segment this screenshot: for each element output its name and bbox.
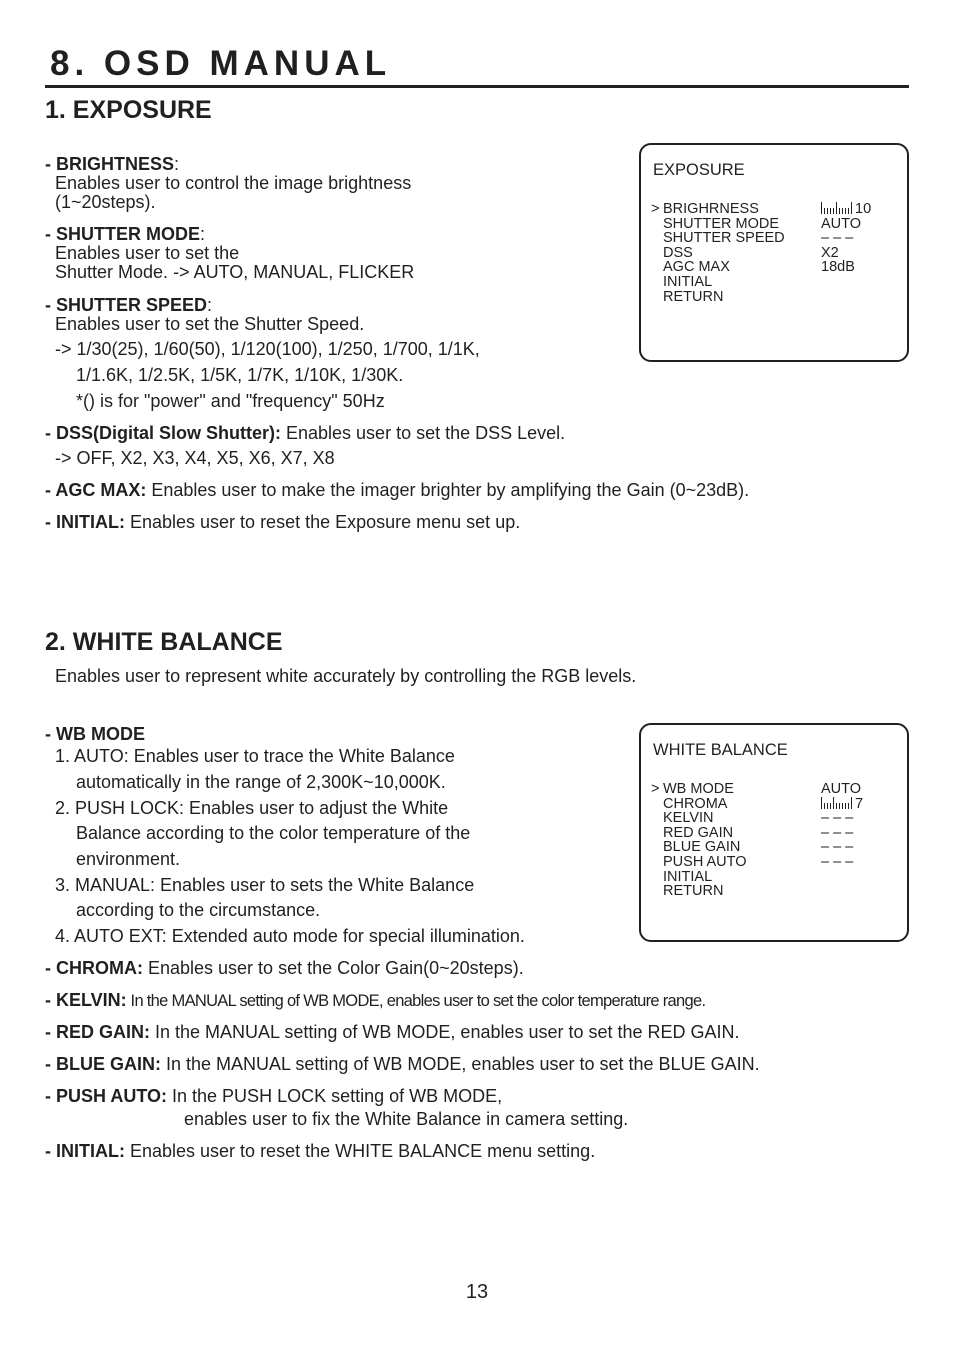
shutter-mode-label: - SHUTTER MODE — [45, 224, 200, 244]
blue-gain-text: In the MANUAL setting of WB MODE, enables user to set the BLUE GAIN. — [161, 1054, 760, 1074]
kelvin-label: - KELVIN: — [45, 990, 127, 1010]
exposure-osd-label: RETURN — [663, 288, 724, 305]
chroma-level-bar — [821, 797, 855, 809]
exposure-osd-label: SHUTTER MODE — [663, 215, 779, 232]
wb-osd-label: BLUE GAIN — [663, 839, 741, 856]
exposure-initial-line — [45, 512, 520, 532]
blue-gain-line — [45, 1054, 760, 1074]
white-balance-heading: 2. WHITE BALANCE — [45, 628, 283, 656]
white-balance-osd-panel — [639, 723, 909, 942]
exposure-osd-panel — [639, 143, 909, 362]
chroma-line — [45, 958, 524, 978]
shutter-speed-desc-3: 1/1.6K, 1/2.5K, 1/5K, 1/7K, 1/10K, 1/30K. — [76, 365, 404, 385]
exposure-osd-cursor: > — [651, 201, 660, 217]
wb-mode-item-3a: 3. MANUAL: Enables user to sets the White Balance — [55, 875, 475, 895]
wb-osd-value: 7 — [855, 795, 864, 812]
level-tick — [827, 803, 828, 809]
level-tick — [851, 202, 852, 214]
page-number: 13 — [465, 1281, 489, 1303]
red-gain-label: - RED GAIN: — [45, 1022, 150, 1042]
wb-osd-cursor: > — [651, 781, 660, 797]
brightness-label: - BRIGHTNESS — [45, 154, 175, 174]
shutter-speed-desc-1: Enables user to set the Shutter Speed. — [55, 314, 365, 334]
dss-label: - DSS(Digital Slow Shutter): — [45, 423, 281, 443]
shutter-mode-desc-2: Shutter Mode. -> AUTO, MANUAL, FLICKER — [55, 262, 415, 282]
wb-mode-item-2c: environment. — [76, 849, 181, 869]
exposure-heading: 1. EXPOSURE — [45, 96, 212, 124]
white-balance-osd-title: WHITE BALANCE — [653, 741, 788, 759]
page-title: 8. OSD MANUAL — [50, 44, 392, 83]
brightness-desc-2: (1~20steps). — [55, 192, 156, 212]
wb-osd-label: RED GAIN — [663, 824, 734, 841]
agc-max-text: Enables user to make the imager brighter by amplifying the Gain (0~23dB). — [146, 480, 750, 500]
wb-osd-label: RETURN — [663, 883, 724, 900]
shutter-speed-colon: : — [207, 295, 213, 315]
level-tick — [836, 803, 837, 809]
wb-mode-item-1a: 1. AUTO: Enables user to trace the White Balance — [55, 746, 455, 766]
wb-mode-item-3b: according to the circumstance. — [76, 900, 321, 920]
level-tick — [851, 797, 852, 809]
push-auto-label: - PUSH AUTO: — [45, 1086, 168, 1106]
level-tick — [848, 208, 849, 214]
chroma-label: - CHROMA: — [45, 958, 143, 978]
dss-text: Enables user to set the DSS Level. — [281, 423, 566, 443]
level-tick — [839, 208, 840, 214]
wb-initial-line — [45, 1141, 595, 1161]
level-tick — [842, 803, 843, 809]
level-tick — [848, 803, 849, 809]
agc-max-line — [45, 480, 749, 500]
exposure-osd-value: 10 — [855, 201, 872, 217]
wb-osd-value: – – – — [821, 839, 854, 856]
wb-osd-label: WB MODE — [663, 781, 734, 797]
wb-osd-row — [651, 884, 897, 899]
level-tick — [821, 797, 822, 809]
push-auto-desc-2: enables user to fix the White Balance in camera setting. — [184, 1109, 629, 1129]
white-balance-intro: Enables user to represent white accurately by controlling the RGB levels. — [55, 666, 637, 686]
kelvin-line — [45, 990, 705, 1011]
dss-line — [45, 423, 565, 443]
wb-mode-item-1b: automatically in the range of 2,300K~10,000K. — [76, 772, 446, 792]
brightness-desc-1: Enables user to control the image brightness — [55, 173, 412, 193]
wb-mode-item-2b: Balance according to the color temperature of the — [76, 823, 471, 843]
exposure-osd-value: X2 — [821, 244, 839, 261]
exposure-osd-label: SHUTTER SPEED — [663, 230, 785, 247]
shutter-mode-desc-1: Enables user to set the — [55, 243, 240, 263]
wb-osd-value: – – – — [821, 810, 854, 827]
wb-initial-label: - INITIAL: — [45, 1141, 125, 1161]
wb-osd-value: – – – — [821, 854, 854, 870]
brightness-term — [45, 154, 179, 174]
brightness-colon: : — [174, 154, 180, 174]
level-tick — [833, 208, 834, 214]
shutter-mode-colon: : — [200, 224, 206, 244]
wb-osd-label: KELVIN — [663, 810, 714, 827]
chroma-text: Enables user to set the Color Gain(0~20steps). — [142, 958, 524, 978]
level-tick — [839, 803, 840, 809]
exposure-osd-label: DSS — [663, 244, 693, 261]
wb-initial-text: Enables user to reset the WHITE BALANCE menu setting. — [124, 1141, 596, 1161]
wb-osd-label: CHROMA — [663, 795, 728, 812]
level-tick — [824, 803, 825, 809]
exposure-osd-row — [651, 290, 897, 305]
shutter-speed-label: - SHUTTER SPEED — [45, 295, 208, 315]
dss-options: -> OFF, X2, X3, X4, X5, X6, X7, X8 — [55, 448, 335, 468]
level-tick — [821, 202, 822, 214]
exposure-osd-value: 18dB — [821, 259, 855, 276]
level-tick — [824, 208, 825, 214]
exposure-osd-label: BRIGHRNESS — [663, 201, 759, 217]
push-auto-line — [45, 1086, 502, 1106]
shutter-mode-term — [45, 224, 205, 244]
kelvin-text: In the MANUAL setting of WB MODE, enables user to set the color temperature range. — [126, 992, 706, 1010]
level-marker — [836, 202, 837, 214]
shutter-speed-desc-4: *() is for "power" and "frequency" 50Hz — [76, 391, 385, 411]
level-tick — [830, 803, 831, 809]
exposure-initial-label: - INITIAL: — [45, 512, 125, 532]
level-marker — [833, 797, 834, 809]
title-rule — [45, 85, 909, 88]
red-gain-text: In the MANUAL setting of WB MODE, enables user to set the RED GAIN. — [150, 1022, 740, 1042]
wb-osd-value: AUTO — [821, 781, 862, 797]
wb-mode-item-2a: 2. PUSH LOCK: Enables user to adjust the White — [55, 798, 449, 818]
level-tick — [845, 208, 846, 214]
exposure-osd-value: – – – — [821, 230, 854, 247]
push-auto-text: In the PUSH LOCK setting of WB MODE, — [167, 1086, 503, 1106]
exposure-osd-label: INITIAL — [663, 274, 713, 290]
exposure-brightness-level-bar — [821, 202, 855, 214]
exposure-initial-text: Enables user to reset the Exposure menu set up. — [124, 512, 521, 532]
agc-max-label: - AGC MAX: — [45, 480, 147, 500]
level-tick — [827, 208, 828, 214]
wb-osd-value: – – – — [821, 824, 854, 841]
level-tick — [842, 208, 843, 214]
shutter-speed-desc-2: -> 1/30(25), 1/60(50), 1/120(100), 1/250, 1/700, 1/1K, — [55, 339, 480, 359]
wb-osd-label: PUSH AUTO — [663, 854, 747, 870]
exposure-osd-label: AGC MAX — [663, 259, 730, 276]
blue-gain-label: - BLUE GAIN: — [45, 1054, 161, 1074]
level-tick — [830, 208, 831, 214]
wb-mode-label: - WB MODE — [45, 724, 145, 744]
level-tick — [845, 803, 846, 809]
exposure-osd-title: EXPOSURE — [653, 161, 745, 179]
red-gain-line — [45, 1022, 740, 1042]
exposure-osd-value: AUTO — [821, 215, 862, 232]
wb-mode-item-4: 4. AUTO EXT: Extended auto mode for special illumination. — [55, 926, 525, 946]
wb-osd-label: INITIAL — [663, 868, 713, 885]
shutter-speed-term — [45, 295, 212, 315]
